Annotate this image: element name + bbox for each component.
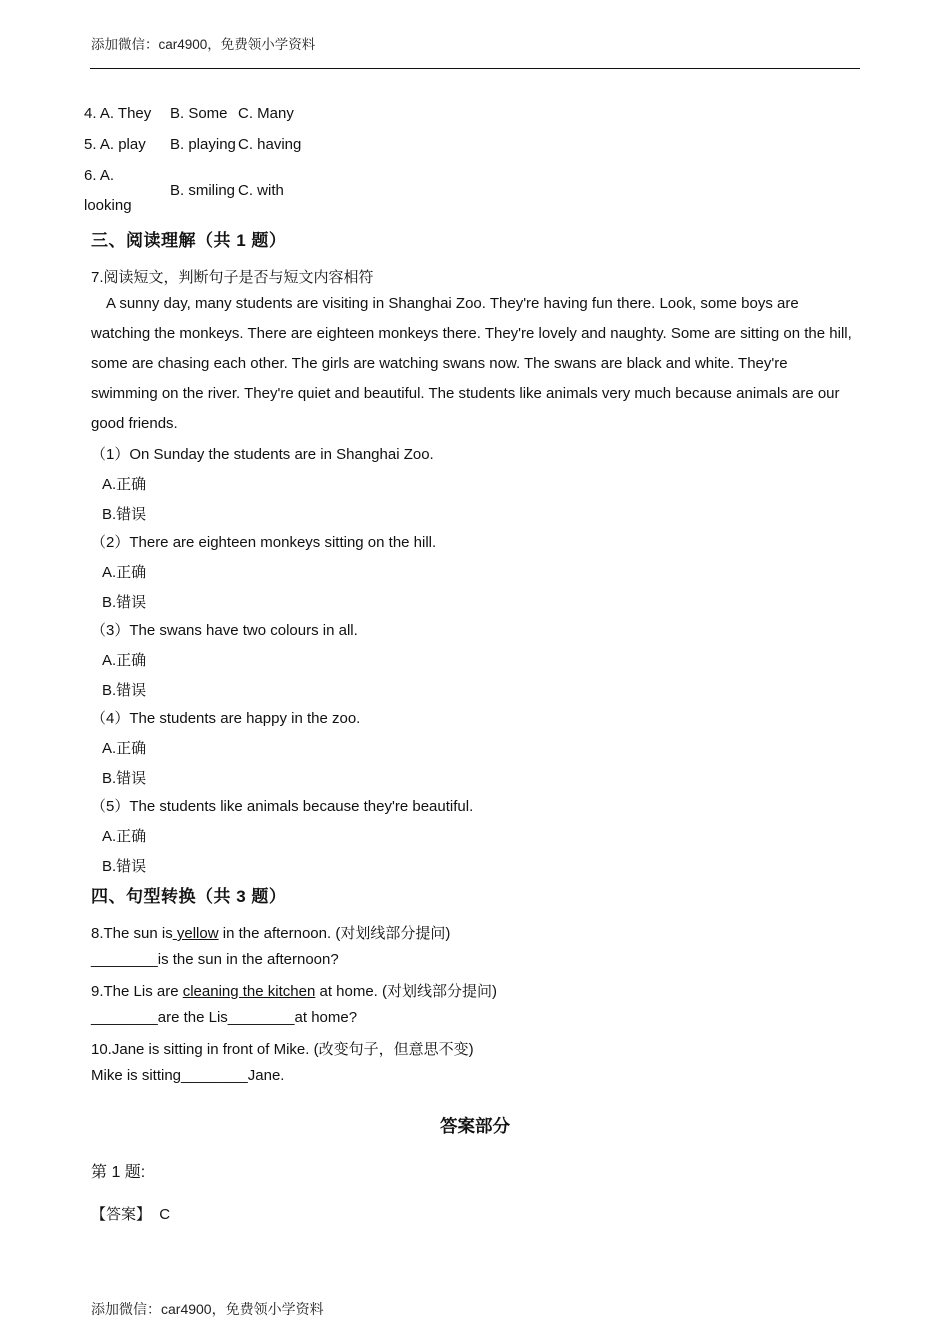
- item-2-option-b: B.错误: [102, 594, 147, 611]
- option-a-line2: looking: [84, 197, 132, 214]
- option-c: C. with: [238, 182, 284, 199]
- q8-post: in the afternoon. (对划线部分提问): [218, 925, 451, 942]
- answer-label: 【答案】: [91, 1206, 152, 1223]
- option-a: 5. A. play: [84, 136, 146, 153]
- item-4-question: （4）The students are happy in the zoo.: [91, 710, 361, 727]
- q9-pre: 9.The Lis are: [91, 983, 183, 1000]
- item-3-question: （3）The swans have two colours in all.: [91, 622, 358, 639]
- item-1-question: （1）On Sunday the students are in Shanghai Zoo.: [91, 446, 434, 463]
- answer-section-heading: 答案部分: [440, 1116, 510, 1136]
- question-9: [91, 980, 497, 1001]
- item-2-question: （2）There are eighteen monkeys sitting on the hill.: [91, 534, 437, 551]
- q9-underlined: cleaning the kitchen: [182, 983, 316, 1000]
- page-header-text: 添加微信：car4900，免费领小学资料: [91, 37, 316, 52]
- option-c: C. Many: [238, 105, 294, 122]
- header-divider: [90, 68, 860, 69]
- option-a-line1: 6. A.: [84, 167, 115, 184]
- section-title-transform: 四、句型转换（共 3 题）: [91, 887, 287, 906]
- item-3-option-a: A.正确: [102, 652, 147, 669]
- page-footer-text: 添加微信：car4900，免费领小学资料: [91, 1301, 324, 1317]
- item-5-option-b: B.错误: [102, 858, 147, 875]
- item-5-question: （5）The students like animals because they're beautiful.: [91, 798, 474, 815]
- question-9-answer-line: ________are the Lis________at home?: [91, 1009, 358, 1026]
- question-8: [91, 922, 450, 943]
- answer-q1: [91, 1203, 170, 1224]
- question-7-prompt: 7.阅读短文，判断句子是否与短文内容相符: [91, 269, 374, 286]
- option-b: B. smiling: [170, 182, 236, 199]
- question-10-answer-line: Mike is sitting________Jane.: [91, 1067, 285, 1084]
- question-8-answer-line: ________is the sun in the afternoon?: [91, 951, 339, 968]
- item-4-option-b: B.错误: [102, 770, 147, 787]
- item-5-option-a: A.正确: [102, 828, 147, 845]
- item-1-option-b: B.错误: [102, 506, 147, 523]
- q8-pre: 8.The sun is: [91, 925, 173, 942]
- answer-value: C: [159, 1206, 171, 1223]
- option-c: C. having: [238, 136, 302, 153]
- section-title-reading: 三、阅读理解（共 1 题）: [91, 231, 287, 250]
- question-10: 10.Jane is sitting in front of Mike. (改变句子，但意思不变): [91, 1041, 474, 1058]
- option-a: 4. A. They: [84, 105, 152, 122]
- q8-underlined: yellow: [172, 925, 219, 942]
- item-1-option-a: A.正确: [102, 476, 147, 493]
- q9-post: at home. (对划线部分提问): [315, 983, 498, 1000]
- item-2-option-a: A.正确: [102, 564, 147, 581]
- item-4-option-a: A.正确: [102, 740, 147, 757]
- item-3-option-b: B.错误: [102, 682, 147, 699]
- answer-q1-label: 第 1 题:: [91, 1164, 146, 1181]
- option-b: B. playing: [170, 136, 236, 153]
- reading-passage: A sunny day, many students are visiting in Shanghai Zoo. They're having fun there. Look, some boys are watching the monkeys. There are eighteen monkeys there. They're lovely and naughty. Some are sitting on the hill, some are chasing each other. The girls are watching swans now. The swans are black and white. They're swimming on the river. They're quiet and beautiful. The students like animals very much because animals are our good friends.: [91, 295, 852, 432]
- option-b: B. Some: [170, 105, 228, 122]
